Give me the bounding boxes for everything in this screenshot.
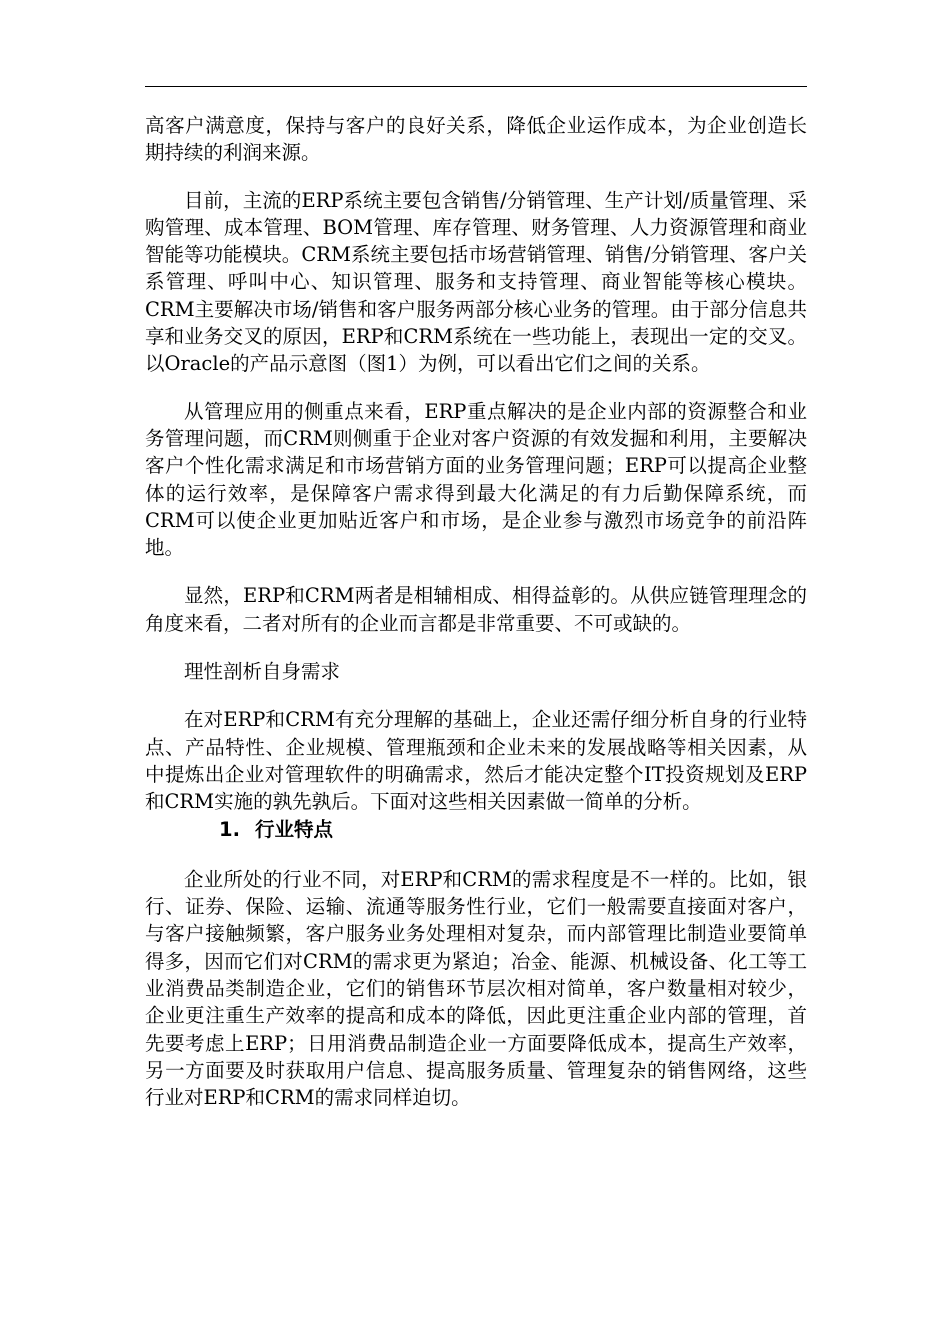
section-title: 行业特点 <box>255 817 334 841</box>
subheading-rational-analysis: 理性剖析自身需求 <box>184 660 341 684</box>
paragraph-industry-characteristics: 企业所处的行业不同，对ERP和CRM的需求程度是不一样的。比如，银行、证券、保险、运输、流通等服务性行业，它们一般需要直接面对客户，与客户接触频繁，客户服务业务处理相对复杂，而内部管理比制造业要简单得多，因而它们对CRM的需求更为紧迫；冶金、能源、机械设备、化工等工业消费品类制造企业，它们的销售环节层次相对简单，客户数量相对较少，企业更注重生产效率的提高和成本的降低，因此更注重企业内部的管理，首先要考虑上ERP；日用消费品制造企业一方面要降低成本，提高生产效率，另一方面要及时获取用户信息、提高服务质量、管理复杂的销售网络，这些行业对ERP和CRM的需求同样迫切。 <box>145 867 807 1110</box>
paragraph-management-focus: 从管理应用的侧重点来看，ERP重点解决的是企业内部的资源整合和业务管理问题，而CRM则侧重于企业对客户资源的有效发掘和利用，主要解决客户个性化需求满足和市场营销方面的业务管理问题；ERP可以提高企业整体的运行效率，是保障客户需求得到最大化满足的有力后勤保障系统，而CRM可以使企业更加贴近客户和市场，是企业参与激烈市场竞争的前沿阵地。 <box>145 399 807 560</box>
header-rule <box>145 86 807 87</box>
paragraph-mainstream-modules: 目前，主流的ERP系统主要包含销售/分销管理、生产计划/质量管理、采购管理、成本管理、BOM管理、库存管理、财务管理、人力资源管理和商业智能等功能模块。CRM系统主要包括市场营销管理、销售/分销管理、客户关系管理、呼叫中心、知识管理、服务和支持管理、商业智能等核心模块。CRM主要解决市场/销售和客户服务两部分核心业务的管理。由于部分信息共享和业务交叉的原因，ERP和CRM系统在一些功能上，表现出一定的交叉。以Oracle的产品示意图（图1）为例，可以看出它们之间的关系。 <box>145 188 807 376</box>
section-heading <box>145 816 807 843</box>
section-number: 1. <box>219 817 240 841</box>
document-body <box>145 112 807 1112</box>
paragraph-continuation: 高客户满意度，保持与客户的良好关系，降低企业运作成本，为企业创造长期持续的利润来源。 <box>145 114 807 165</box>
paragraph-complementary: 显然，ERP和CRM两者是相辅相成、相得益彰的。从供应链管理理念的角度来看，二者对所有的企业而言都是非常重要、不可或缺的。 <box>145 584 807 635</box>
paragraph-requirements-analysis: 在对ERP和CRM有充分理解的基础上，企业还需仔细分析自身的行业特点、产品特性、企业规模、管理瓶颈和企业未来的发展战略等相关因素，从中提炼出企业对管理软件的明确需求，然后才能决定整个IT投资规划及ERP和CRM实施的孰先孰后。下面对这些相关因素做一简单的分析。 <box>145 708 807 814</box>
